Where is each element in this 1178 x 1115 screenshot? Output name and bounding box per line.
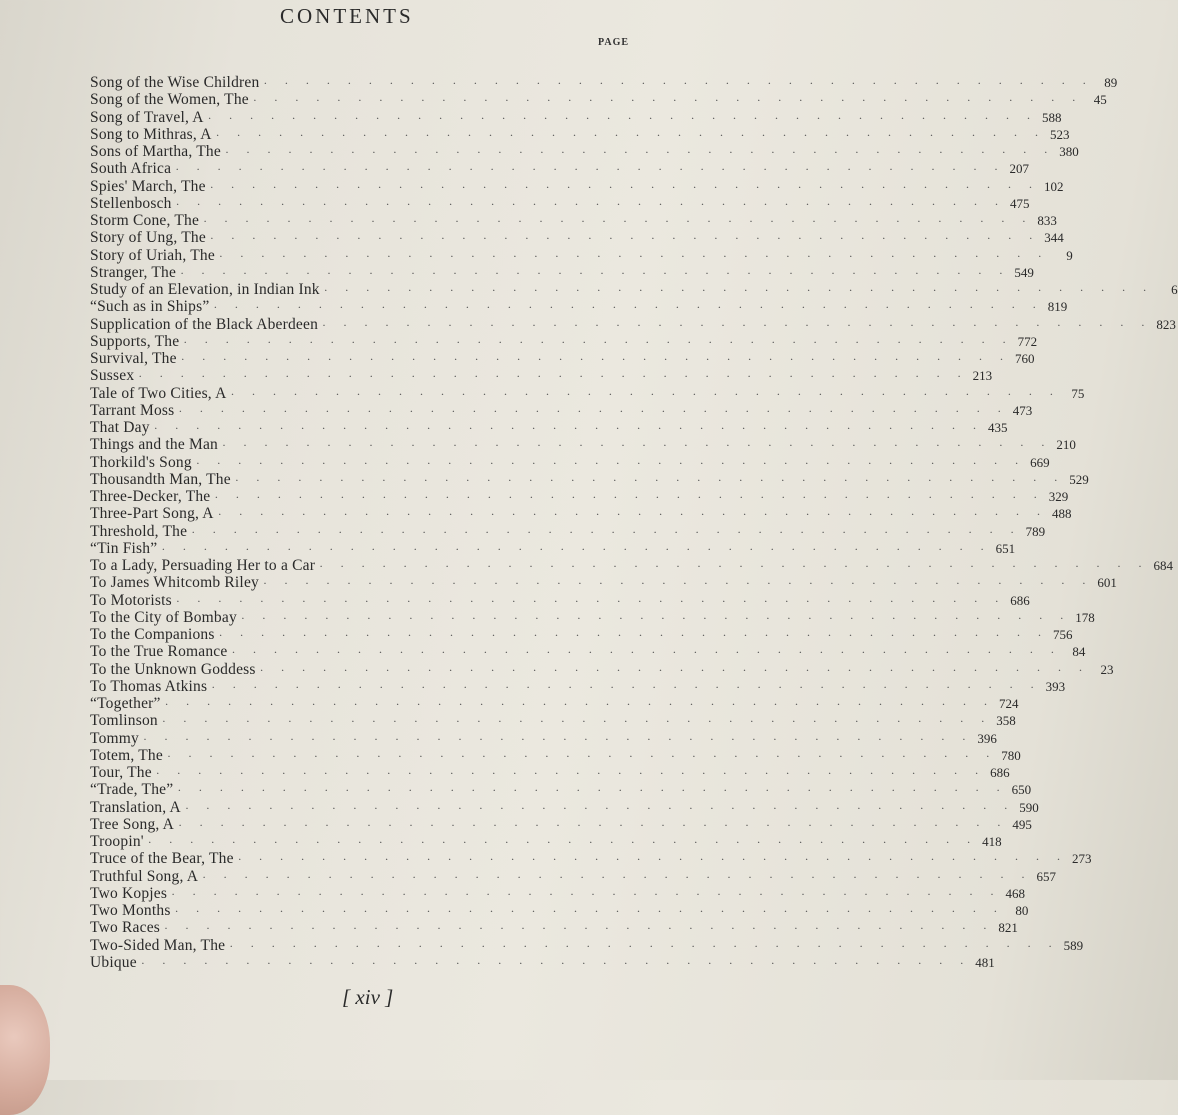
entry-page-number: 590 <box>1019 799 1039 815</box>
dot-leader: · · · · · · · · · · · · · · · · · · · · · · · · · · · · · · · · · · · · · · · · <box>175 196 1006 211</box>
toc-entry <box>90 229 1064 247</box>
entry-title: Sussex <box>90 367 135 385</box>
dot-leader: · · · · · · · · · · · · · · · · · · · · · · · · · · · · · · · · · · · · · · · · <box>161 541 992 556</box>
entry-page-number: 523 <box>1049 126 1070 142</box>
entry-title: Song of Travel, A <box>90 108 204 126</box>
entry-title: “Such as in Ships” <box>90 298 210 316</box>
entry-title: To a Lady, Persuading Her to a Car <box>90 557 316 574</box>
toc-entry <box>90 643 1086 661</box>
entry-title: Threshold, The <box>90 522 188 540</box>
toc-entry <box>90 833 1002 850</box>
entry-title: Storm Cone, The <box>90 212 200 229</box>
dot-leader: · · · · · · · · · · · · · · · · · · · · · · · · · · · · · · · · · · · · · · · · <box>215 127 1046 142</box>
entry-page-number: 823 <box>1156 316 1176 332</box>
toc-entry <box>90 212 1057 229</box>
entry-title: Things and the Man <box>90 436 219 454</box>
entry-page-number: 589 <box>1063 937 1084 953</box>
toc-entry <box>90 574 1117 592</box>
toc-entry <box>90 608 1095 626</box>
toc-entry <box>90 263 1034 281</box>
toc-entry <box>90 74 1118 91</box>
entry-title: To the True Romance <box>90 643 228 661</box>
entry-page-number: 669 <box>1030 454 1050 470</box>
toc-entry <box>90 453 1050 471</box>
entry-page-number: 819 <box>1047 299 1068 315</box>
entry-title: Tarrant Moss <box>90 401 175 419</box>
dot-leader: · · · · · · · · · · · · · · · · · · · · · · · · · · · · · · · · · · · · · · · · <box>184 800 1015 815</box>
dot-leader: · · · · · · · · · · · · · · · · · · · · · · · · · · · · · · · · · · · · · · · · <box>211 679 1042 694</box>
entry-title: Tomlinson <box>90 712 158 730</box>
dot-leader: · · · · · · · · · · · · · · · · · · · · · · · · · · · · · · · · · · · · · · · · <box>178 403 1009 418</box>
entry-title: Stranger, The <box>90 263 177 281</box>
entry-page-number: 89 <box>1104 75 1118 90</box>
entry-page-number: 756 <box>1052 627 1073 642</box>
entry-title: Translation, A <box>90 798 181 816</box>
toc-entry <box>90 919 1018 937</box>
entry-page-number: 45 <box>1093 92 1107 108</box>
entry-page-number: 684 <box>1153 558 1173 573</box>
entry-title: To James Whitcomb Riley <box>90 574 259 592</box>
entry-page-number: 273 <box>1072 851 1092 867</box>
entry-page-number: 396 <box>977 730 997 746</box>
entry-title: Tree Song, A <box>90 815 175 833</box>
toc-entry <box>90 505 1072 523</box>
toc-entry <box>90 332 1038 350</box>
entry-page-number: 468 <box>1005 885 1025 901</box>
dot-leader: · · · · · · · · · · · · · · · · · · · · · · · · · · · · · · · · · · · · · · · · <box>224 145 1055 159</box>
dot-leader: · · · · · · · · · · · · · · · · · · · · · · · · · · · · · · · · · · · · · · · · <box>240 610 1071 625</box>
entry-title: Spies' March, The <box>90 177 206 195</box>
toc-entry <box>90 436 1076 454</box>
dot-leader: · · · · · · · · · · · · · · · · · · · · · · · · · · · · · · · · · · · · · · · · <box>229 938 1060 953</box>
entry-title: Totem, The <box>90 746 163 764</box>
page-folio: [ xiv ] <box>342 985 394 1009</box>
entry-page-number: 84 <box>1072 644 1086 660</box>
entry-page-number: 601 <box>1097 575 1117 591</box>
dot-leader: · · · · · · · · · · · · · · · · · · · · · · · · · · · · · · · · · · · · · · · · <box>230 386 1061 401</box>
entry-page-number: 473 <box>1012 402 1033 418</box>
entry-page-number: 210 <box>1056 437 1076 453</box>
dot-leader: · · · · · · · · · · · · · · · · · · · · · · · · · · · · · · · · · · · · · · · · <box>147 835 978 849</box>
entry-page-number: 724 <box>998 696 1019 711</box>
entry-page-number: 475 <box>1009 195 1030 211</box>
entry-title: To Motorists <box>90 591 172 609</box>
toc-entry <box>90 660 1114 678</box>
toc-entry <box>90 419 1008 436</box>
toc-entry <box>90 953 995 971</box>
entry-page-number: 686 <box>990 765 1010 780</box>
toc-entry <box>90 108 1062 126</box>
entry-title: Truce of the Bear, The <box>90 850 234 868</box>
toc-entry <box>90 522 1046 540</box>
page-column-header: PAGE <box>598 37 630 48</box>
toc-entry <box>90 488 1069 505</box>
entry-page-number: 495 <box>1012 816 1032 832</box>
dot-leader: · · · · · · · · · · · · · · · · · · · · · · · · · · · · · · · · · · · · · · · · <box>234 472 1065 487</box>
dot-leader: · · · · · · · · · · · · · · · · · · · · · · · · · · · · · · · · · · · · · · · · <box>180 265 1010 280</box>
entry-title: Sons of Martha, The <box>90 143 221 160</box>
entry-page-number: 418 <box>982 834 1002 849</box>
toc-entry <box>90 764 1010 781</box>
dot-leader: · · · · · · · · · · · · · · · · · · · · · · · · · · · · · · · · · · · · · · · · <box>164 921 994 936</box>
dot-leader: · · · · · · · · · · · · · · · · · · · · · · · · · · · · · · · · · · · · · · · · <box>175 162 1006 177</box>
toc-entry <box>90 884 1025 902</box>
entry-title: To the Unknown Goddess <box>90 660 256 678</box>
entry-page-number: 207 <box>1009 161 1030 177</box>
toc-entry <box>90 367 993 385</box>
dot-leader: · · · · · · · · · · · · · · · · · · · · · · · · · · · · · · · · · · · · · · · · <box>319 559 1149 573</box>
entry-page-number: 393 <box>1045 678 1066 694</box>
dot-leader: · · · · · · · · · · · · · · · · · · · · · · · · · · · · · · · · · · · · · · · · <box>155 766 986 780</box>
toc-entry <box>90 798 1039 816</box>
dot-leader: · · · · · · · · · · · · · · · · · · · · · · · · · · · · · · · · · · · · · · · · <box>143 731 973 746</box>
dot-leader: · · · · · · · · · · · · · · · · · · · · · · · · · · · · · · · · · · · · · · · · <box>214 490 1045 504</box>
entry-page-number: 780 <box>1001 747 1021 763</box>
entry-title: Troopin' <box>90 833 144 850</box>
toc-entry <box>90 557 1173 574</box>
entry-title: Stellenbosch <box>90 194 172 212</box>
toc-entry <box>90 125 1070 143</box>
entry-title: Song of the Wise Children <box>90 74 260 91</box>
entry-title: Study of an Elevation, in Indian Ink <box>90 281 320 298</box>
entry-title: Two-Sided Man, The <box>90 936 226 954</box>
toc-entry <box>90 143 1079 160</box>
dot-leader: · · · · · · · · · · · · · · · · · · · · · · · · · · · · · · · · · · · · · · · · <box>218 628 1049 642</box>
entry-title: Three-Part Song, A <box>90 505 214 523</box>
toc-entry <box>90 539 1016 557</box>
entry-title: Supplication of the Black Aberdeen <box>90 315 319 333</box>
toc-entry <box>90 867 1056 885</box>
entry-title: Three-Decker, The <box>90 488 211 505</box>
entry-page-number: 686 <box>1010 592 1030 608</box>
entry-page-number: 833 <box>1037 213 1057 228</box>
entry-page-number: 9 <box>1066 247 1073 263</box>
entry-title: Tommy <box>90 729 139 747</box>
dot-leader: · · · · · · · · · · · · · · · · · · · · · · · · · · · · · · · · · · · · · · · · <box>217 507 1048 522</box>
entry-title: Truthful Song, A <box>90 867 199 885</box>
entry-title: To Thomas Atkins <box>90 677 208 695</box>
dot-leader: · · · · · · · · · · · · · · · · · · · · · · · · · · · · · · · · · · · · · · · · <box>322 317 1152 332</box>
dot-leader: · · · · · · · · · · · · · · · · · · · · · · · · · · · · · · · · · · · · · · · · <box>218 248 1049 263</box>
dot-leader: · · · · · · · · · · · · · · · · · · · · · · · · · · · · · · · · · · · · · · · · <box>263 76 1094 90</box>
entry-page-number: 358 <box>996 713 1016 729</box>
dot-leader: · · · · · · · · · · · · · · · · · · · · · · · · · · · · · · · · · · · · · · · · <box>203 214 1033 228</box>
toc-entry <box>90 902 1029 919</box>
dot-leader: · · · · · · · · · · · · · · · · · · · · · · · · · · · · · · · · · · · · · · · · <box>171 886 1001 901</box>
thumb-edge <box>0 985 50 1115</box>
entry-page-number: 488 <box>1052 506 1072 522</box>
dot-leader: · · · · · · · · · · · · · · · · · · · · · · · · · · · · · · · · · · · · · · · · <box>222 438 1052 453</box>
dot-leader: · · · · · · · · · · · · · · · · · · · · · · · · · · · · · · · · · · · · · · · · <box>180 352 1011 366</box>
dot-leader: · · · · · · · · · · · · · · · · · · · · · · · · · · · · · · · · · · · · · · · · <box>323 283 1154 297</box>
entry-page-number: 549 <box>1014 264 1034 280</box>
toc-entry <box>90 194 1030 212</box>
toc-entry <box>90 470 1089 488</box>
entry-page-number: 102 <box>1044 178 1064 194</box>
dot-leader: · · · · · · · · · · · · · · · · · · · · · · · · · · · · · · · · · · · · · · · · <box>178 817 1008 832</box>
dot-leader: · · · · · · · · · · · · · · · · · · · · · · · · · · · · · · · · · · · · · · · · <box>161 714 992 729</box>
dot-leader: · · · · · · · · · · · · · · · · · · · · · · · · · · · · · · · · · · · · · · · · <box>237 852 1068 867</box>
entry-title: Ubique <box>90 953 137 971</box>
entry-title: Story of Uriah, The <box>90 246 215 264</box>
dot-leader: · · · · · · · · · · · · · · · · · · · · · · · · · · · · · · · · · · · · · · · · <box>213 300 1044 315</box>
entry-page-number: 657 <box>1036 868 1056 884</box>
entry-title: Two Months <box>90 902 171 919</box>
entry-page-number: 588 <box>1042 109 1062 125</box>
entry-title: That Day <box>90 419 150 436</box>
toc-entry <box>90 729 997 747</box>
entry-title: Thousandth Man, The <box>90 470 231 488</box>
entry-page-number: 213 <box>972 368 993 384</box>
entry-title: Two Races <box>90 919 161 937</box>
dot-leader: · · · · · · · · · · · · · · · · · · · · · · · · · · · · · · · · · · · · · · · · <box>262 576 1093 591</box>
dot-leader: · · · · · · · · · · · · · · · · · · · · · · · · · · · · · · · · · · · · · · · · <box>252 93 1083 108</box>
entry-title: “Tin Fish” <box>90 539 158 557</box>
entry-title: Song of the Women, The <box>90 91 249 109</box>
dot-leader: · · · · · · · · · · · · · · · · · · · · · · · · · · · · · · · · · · · · · · · · <box>207 110 1038 125</box>
entry-title: “Together” <box>90 695 161 712</box>
toc-entry <box>90 384 1085 402</box>
entry-title: Thorkild's Song <box>90 453 192 471</box>
toc-entry <box>90 677 1066 695</box>
dot-leader: · · · · · · · · · · · · · · · · · · · · · · · · · · · · · · · · · · · · · · · · <box>259 662 1090 677</box>
toc-entry <box>90 298 1068 316</box>
toc-entry <box>90 781 1032 799</box>
dot-leader: · · · · · · · · · · · · · · · · · · · · · · · · · · · · · · · · · · · · · · · · <box>175 593 1006 608</box>
entry-page-number: 821 <box>998 920 1018 936</box>
entry-page-number: 772 <box>1017 333 1038 349</box>
entry-page-number: 789 <box>1025 523 1046 539</box>
dot-leader: · · · · · · · · · · · · · · · · · · · · · · · · · · · · · · · · · · · · · · · · <box>164 697 995 711</box>
entry-page-number: 23 <box>1100 661 1114 677</box>
entry-title: To the Companions <box>90 626 215 643</box>
dot-leader: · · · · · · · · · · · · · · · · · · · · · · · · · · · · · · · · · · · · · · · · <box>202 869 1032 884</box>
dot-leader: · · · · · · · · · · · · · · · · · · · · · · · · · · · · · · · · · · · · · · · · <box>166 748 997 763</box>
toc-entry <box>90 695 1019 712</box>
entry-page-number: 329 <box>1048 489 1069 504</box>
entry-title: South Africa <box>90 160 172 178</box>
dot-leader: · · · · · · · · · · · · · · · · · · · · · · · · · · · · · · · · · · · · · · · · <box>231 645 1062 660</box>
entry-page-number: 380 <box>1059 144 1079 159</box>
toc-entry <box>90 160 1030 178</box>
entry-title: Two Kopjes <box>90 884 168 902</box>
dot-leader: · · · · · · · · · · · · · · · · · · · · · · · · · · · · · · · · · · · · · · · · <box>174 904 1005 918</box>
entry-page-number: 650 <box>1011 782 1032 798</box>
dot-leader: · · · · · · · · · · · · · · · · · · · · · · · · · · · · · · · · · · · · · · · · <box>140 955 971 970</box>
dot-leader: · · · · · · · · · · · · · · · · · · · · · · · · · · · · · · · · · · · · · · · · <box>153 421 984 435</box>
entry-page-number: 344 <box>1044 230 1064 246</box>
entry-page-number: 529 <box>1069 471 1089 487</box>
entry-page-number: 651 <box>995 540 1016 556</box>
dot-leader: · · · · · · · · · · · · · · · · · · · · · · · · · · · · · · · · · · · · · · · · <box>191 524 1022 539</box>
dot-leader: · · · · · · · · · · · · · · · · · · · · · · · · · · · · · · · · · · · · · · · · <box>138 369 969 384</box>
toc-entry <box>90 246 1073 264</box>
entry-page-number: 760 <box>1015 351 1035 366</box>
toc-entry <box>90 591 1030 609</box>
entry-page-number: 6 <box>1171 282 1178 297</box>
toc-entry <box>90 850 1092 868</box>
toc-entry <box>90 712 1016 730</box>
toc-entry <box>90 401 1033 419</box>
dot-leader: · · · · · · · · · · · · · · · · · · · · · · · · · · · · · · · · · · · · · · · · <box>183 334 1014 349</box>
entry-title: Tale of Two Cities, A <box>90 384 227 402</box>
entry-page-number: 75 <box>1071 385 1085 401</box>
entry-title: Story of Ung, The <box>90 229 206 247</box>
toc-entry <box>90 177 1064 195</box>
entry-page-number: 435 <box>988 420 1008 435</box>
entry-title: “Trade, The” <box>90 781 174 799</box>
entry-title: Song to Mithras, A <box>90 125 212 143</box>
toc-entry <box>90 936 1084 954</box>
toc-entry <box>90 91 1107 109</box>
entry-title: Tour, The <box>90 764 152 781</box>
dot-leader: · · · · · · · · · · · · · · · · · · · · · · · · · · · · · · · · · · · · · · · · <box>177 783 1008 798</box>
entry-page-number: 178 <box>1075 609 1095 625</box>
dot-leader: · · · · · · · · · · · · · · · · · · · · · · · · · · · · · · · · · · · · · · · · <box>195 455 1026 470</box>
dot-leader: · · · · · · · · · · · · · · · · · · · · · · · · · · · · · · · · · · · · · · · · <box>209 179 1040 194</box>
entry-title: Survival, The <box>90 350 177 367</box>
entry-page-number: 80 <box>1015 903 1029 918</box>
toc-entry <box>90 626 1073 643</box>
entry-title: Supports, The <box>90 332 180 350</box>
page-title: CONTENTS <box>280 4 414 28</box>
toc-entry <box>90 746 1021 764</box>
toc-entry <box>90 281 1178 298</box>
toc-entry <box>90 350 1035 367</box>
dot-leader: · · · · · · · · · · · · · · · · · · · · · · · · · · · · · · · · · · · · · · · · <box>209 231 1040 246</box>
toc-entry <box>90 815 1032 833</box>
entry-title: To the City of Bombay <box>90 608 237 626</box>
entry-page-number: 481 <box>975 954 995 970</box>
toc-entry <box>90 315 1176 333</box>
